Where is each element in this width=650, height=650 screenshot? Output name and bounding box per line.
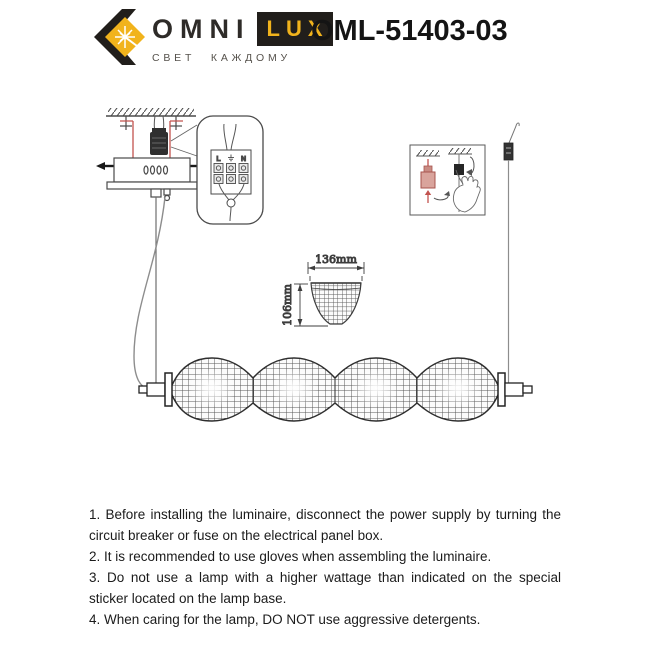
brand-tagline: СВЕТ КАЖДОМУ: [152, 52, 292, 64]
ceiling-hatch: [106, 108, 196, 116]
callout-leader-lines: [171, 125, 197, 156]
instruction-item-3: 3. Do not use a lamp with a higher wattage than indicated on the special sticker located on the lamp base.: [89, 570, 561, 606]
model-number: OML-51403-03: [311, 15, 508, 47]
instruction-item-1: 1. Before installing the luminaire, disconnect the power supply by turning the circuit breaker or fuse on the electrical panel box.: [89, 507, 561, 543]
lamp-end-cap-right: [498, 373, 532, 406]
ceiling-mount-diagram: [96, 108, 208, 389]
cord-adjustment-box: [410, 145, 485, 215]
dimension-height-label: 106mm: [281, 284, 294, 326]
shade-dimension-figure: [281, 253, 364, 326]
mounting-screws: [120, 116, 182, 130]
instruction-item-4: 4. When caring for the lamp, DO NOT use aggressive detergents.: [89, 612, 481, 627]
wiring-callout: [197, 116, 263, 224]
height-adjuster-cable: [504, 123, 519, 384]
dimension-width-label: 136mm: [315, 253, 357, 266]
terminal-block: [150, 116, 168, 155]
instruction-item-2: 2. It is recommended to use gloves when assembling the luminaire.: [89, 549, 492, 564]
brand-name-lux: LUX: [257, 12, 333, 46]
brand-name-omni: OMNI: [152, 13, 251, 44]
suspension-cables: [134, 197, 165, 389]
terminal-label-neutral: N: [240, 156, 247, 163]
instructions: [89, 504, 561, 630]
terminal-label-live: L: [216, 156, 221, 163]
ceiling-canopy: [107, 158, 197, 201]
pendant-lamp: [139, 358, 532, 421]
